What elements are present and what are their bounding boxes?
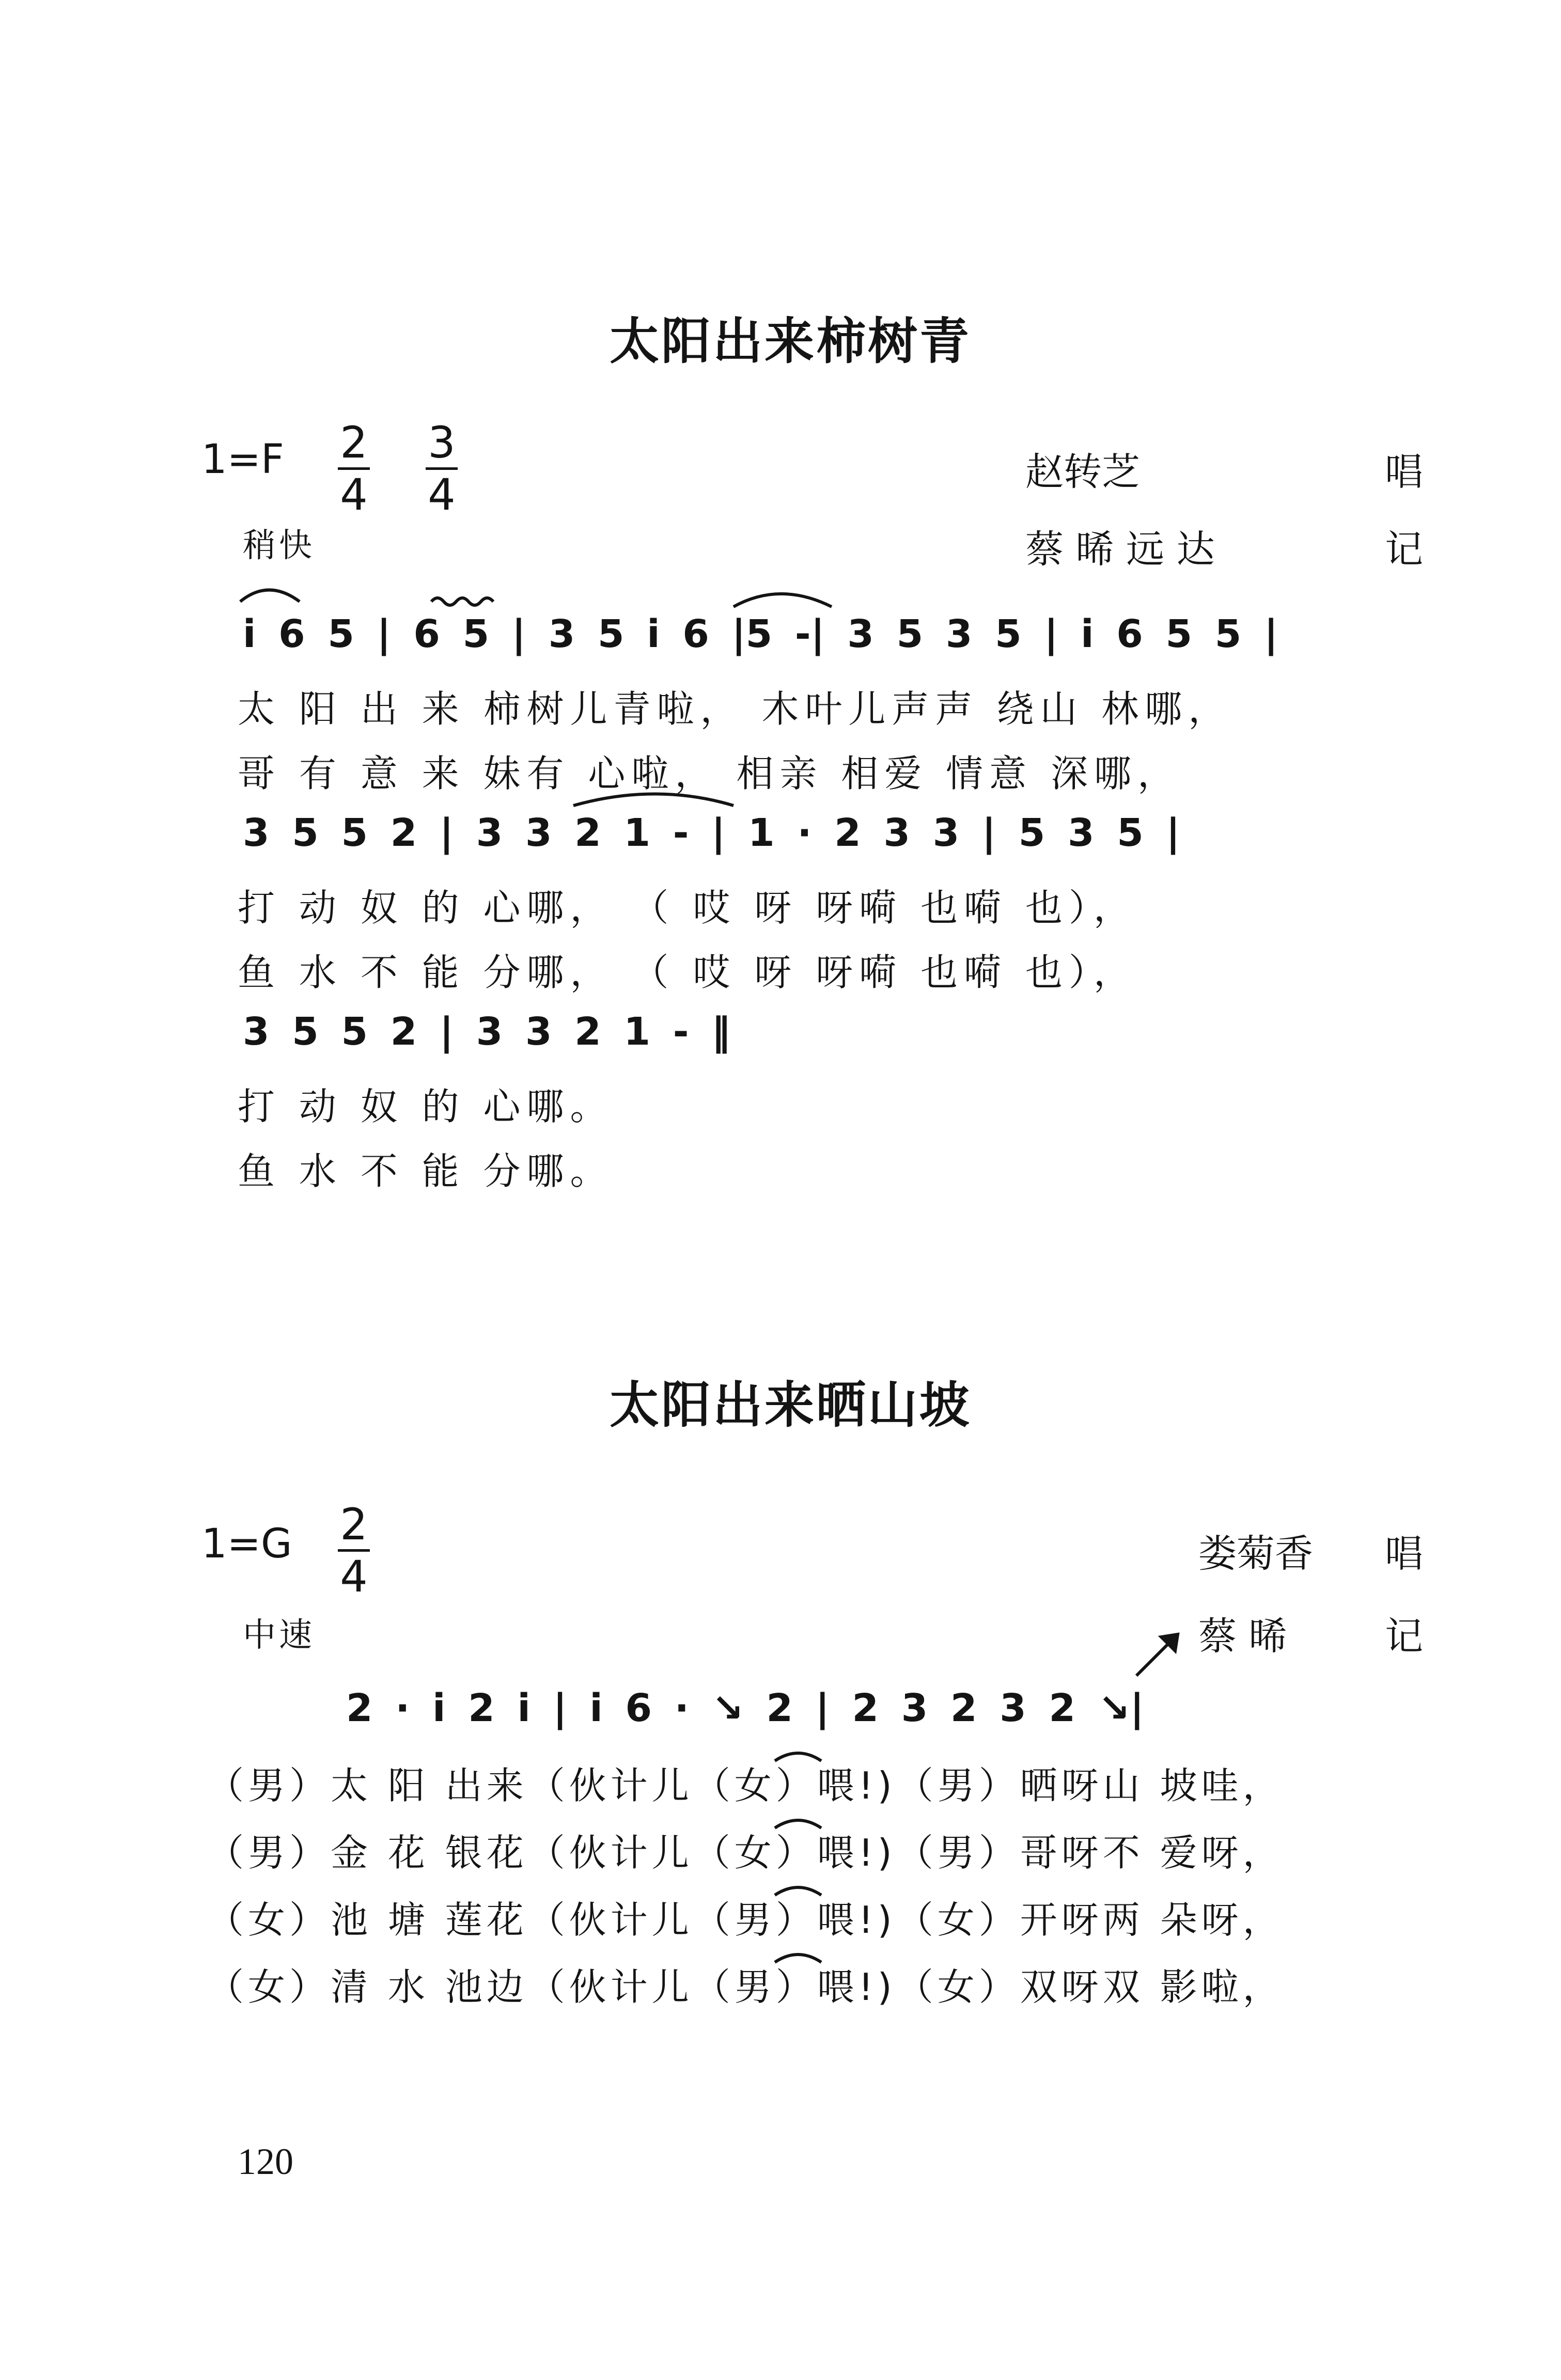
notation-line: 3 5 5 2 | 3 3 2 1 - | 1 · 2 3 3 | 5 3 5 | (243, 811, 1180, 855)
slur-mark (573, 794, 733, 806)
tie-mark (775, 1955, 821, 1962)
slur-mark (733, 594, 832, 607)
lyric-line: 太 阳 出 来 柿树儿青啦， 木叶儿声声 绕山 林哪， (238, 687, 1232, 731)
singer-role: 唱 (1385, 1532, 1423, 1576)
slur-mark (240, 590, 300, 602)
lyric-line: （男）金 花 银花（伙计儿（女）喂!)（男）哥呀不 爱呀， (207, 1831, 1284, 1874)
tie-mark (775, 1753, 821, 1761)
lyric-line: （女）池 塘 莲花（伙计儿（男）喂!)（女）开呀两 朵呀， (207, 1898, 1284, 1942)
key-signature: 1=F (201, 436, 284, 483)
lyric-line: 鱼 水 不 能 分哪， （ 哎 呀 呀嗬 也嗬 也）， (238, 951, 1137, 994)
singer-role: 唱 (1385, 450, 1423, 494)
recorder-name: 蔡 晞 远 达 (1025, 527, 1215, 572)
recorder-role: 记 (1385, 1614, 1423, 1659)
notation-line: 3 5 5 2 | 3 3 2 1 - ‖ (243, 1010, 731, 1054)
singer-name: 赵转芝 (1025, 450, 1140, 494)
time-sig-numerator: 2 (340, 1499, 368, 1550)
time-sig-denominator: 4 (340, 1551, 368, 1602)
time-sig-numerator: 3 (428, 417, 456, 468)
time-sig-denominator: 4 (428, 469, 456, 520)
tempo-marking: 稍快 (243, 527, 315, 565)
lyric-line: 打 动 奴 的 心哪， （ 哎 呀 呀嗬 也嗬 也）， (238, 886, 1137, 929)
lyric-line: 打 动 奴 的 心哪。 (238, 1085, 614, 1128)
notation-line: i 6 5 | 6 5 | 3 5 i 6 |5 -| 3 5 3 5 | i 6 5 5 | (243, 612, 1278, 656)
key-signature: 1=G (201, 1521, 292, 1567)
lyric-line: （女）清 水 池边（伙计儿（男）喂!)（女）双呀双 影啦， (207, 1965, 1284, 2009)
lyric-line: 哥 有 意 来 妹有 心啦， 相亲 相爱 情意 深哪， (238, 752, 1181, 795)
tempo-marking: 中速 (243, 1616, 315, 1654)
tie-mark (775, 1887, 821, 1895)
trill-mark (431, 598, 493, 605)
lyric-line: （男）太 阳 出来（伙计儿（女）喂!)（男）晒呀山 坡哇， (207, 1764, 1284, 1807)
notation-line: 2 · i 2 i | i 6 · ↘ 2 | 2 3 2 3 2 ↘| (346, 1686, 1144, 1730)
time-sig-denominator: 4 (340, 469, 368, 520)
time-sig-numerator: 2 (340, 417, 368, 468)
singer-name: 娄菊香 (1198, 1532, 1313, 1576)
recorder-name: 蔡 晞 (1198, 1614, 1287, 1659)
song-title: 太阳出来晒山坡 (610, 1376, 971, 1434)
page-number: 120 (238, 2141, 293, 2182)
tie-mark (775, 1820, 821, 1828)
recorder-role: 记 (1385, 527, 1423, 572)
lyric-line: 鱼 水 不 能 分哪。 (238, 1149, 614, 1193)
song-title: 太阳出来柿树青 (610, 312, 971, 370)
